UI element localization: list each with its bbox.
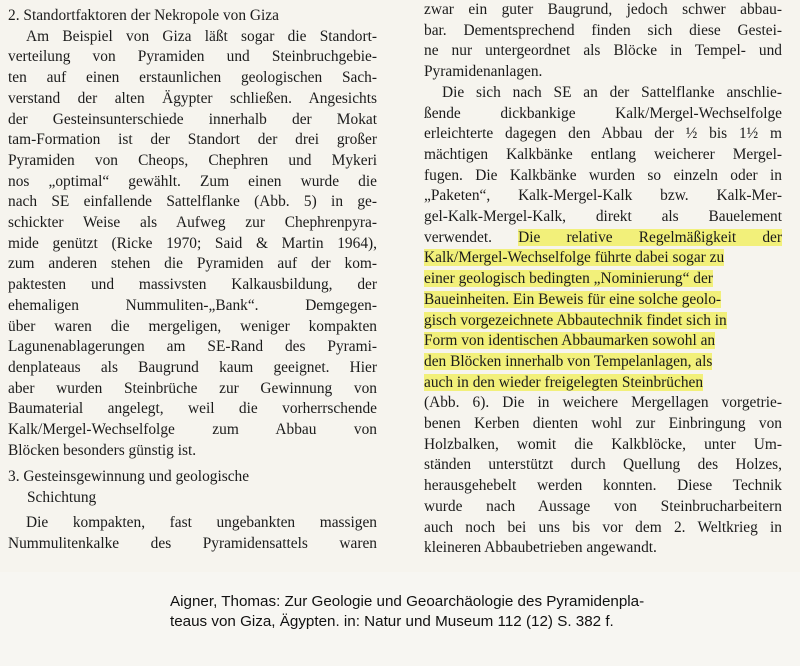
text-line: nach SE einfallende Sattelflanke (Abb. 5) in ge-: [8, 193, 377, 211]
highlighted-text: Form von identischen Abbaumarken sowohl an: [424, 332, 716, 350]
text-line: „Paketen“, Kalk-Mergel-Kalk bzw. Kalk-Mer-: [424, 187, 782, 205]
text-line: ständen unterstützt durch Quellung des Holzes,: [424, 456, 782, 474]
text-line: Blöcken besonders günstig ist.: [8, 441, 197, 459]
text-line: (Abb. 6). Die in weichere Mergellagen vorgetrie-: [424, 394, 782, 412]
text-line: tam-Formation ist der Standort der drei großer: [8, 131, 377, 149]
text-line: verstand der alten Ägypter schließen. Angesichts: [8, 89, 377, 107]
text-line: der Gesteinsunterschiede innerhalb der Mokat: [8, 110, 377, 128]
text-line: [424, 331, 782, 352]
highlighted-text: gisch vorgezeichnete Abbautechnik findet sich in: [424, 311, 727, 329]
right-paragraph-2: [424, 83, 782, 228]
caption-line-2: teaus von Giza, Ägypten. in: Natur und Museum 112 (12) S. 382 f.: [170, 613, 614, 630]
text-line: Nummulitenkalke des Pyramidensattels waren: [8, 534, 377, 552]
right-paragraph-1: [424, 0, 782, 83]
text-line: verteilung von Pyramiden und Steinbruchgebie-: [8, 48, 377, 66]
highlighted-text: Kalk/Mergel-Wechselfolge führte dabei sogar zu: [424, 249, 725, 267]
caption-line-1: Aigner, Thomas: Zur Geologie und Geoarchäologie des Pyramidenpla-: [170, 593, 645, 610]
text-line: [424, 248, 782, 269]
text-line: Baumaterial angelegt, weil die vorherrschende: [8, 400, 377, 418]
text-line: fugen. Die Kalkbänke wurden so einzeln oder in: [424, 166, 782, 184]
text-line: nos „optimal“ gewählt. Zum einen wurde die: [8, 172, 377, 190]
right-column: [424, 0, 782, 559]
text-line: Pyramiden von Cheops, Chephren und Mykeri: [8, 151, 377, 169]
section-2-heading: 2. Standortfaktoren der Nekropole von Giza: [8, 7, 279, 24]
left-paragraph-1: [8, 27, 377, 462]
text-line: mide genützt (Ricke 1970; Said & Martin 1964),: [8, 234, 377, 252]
text-line: Lagunenablagerungen am SE-Rand des Pyrami-: [8, 338, 377, 356]
text-line: ne nur untergeordnet als Blöcke in Tempel- und: [424, 42, 782, 60]
text-line: wurde nach Aussage von Steinbrucharbeitern: [424, 497, 782, 515]
text-line: aber wurden Steinbrüche zur Gewinnung von: [8, 379, 377, 397]
highlighted-passage: [424, 248, 782, 393]
highlighted-text: Baueinheiten. Ein Beweis für eine solche geolo-: [424, 290, 722, 308]
text-line: kleineren Abbaubetrieben angewandt.: [424, 539, 657, 557]
text-line: über waren die mergeligen, weniger kompakten: [8, 317, 377, 335]
text-line: gel-Kalk-Mergel-Kalk, direkt als Bauelement: [424, 208, 782, 226]
text-line: Die kompakten, fast ungebankten massigen: [26, 513, 377, 531]
text-line: denplateaus als Baugrund kaum geeignet. Hier: [8, 358, 377, 376]
text-line: [424, 373, 782, 394]
text-line: Kalk/Mergel-Wechselfolge zum Abbau von: [8, 421, 377, 439]
highlighted-text: auch in den wieder freigelegten Steinbrüchen: [424, 373, 704, 391]
left-column: [8, 6, 377, 554]
text-line: erleichterte dagegen den Abbau der ½ bis 1½ m: [424, 125, 782, 143]
text-line: auch noch bei uns bis vor dem 2. Weltkrieg in: [424, 518, 782, 536]
text-line: [424, 311, 782, 332]
citation-caption: [170, 592, 690, 632]
text-line: Holzbalken, womit die Kalkblöcke, unter Um-: [424, 435, 782, 453]
text-line: herausgehebelt werden konnten. Diese Technik: [424, 477, 782, 495]
text-line: ehemaligen Nummuliten-„Bank“. Demgegen-: [8, 296, 377, 314]
text-line: paktesten und massivsten Kalkausbildung, der: [8, 276, 377, 294]
text-line: [424, 290, 782, 311]
highlighted-text: Die relative Regelmäßigkeit der: [518, 228, 782, 246]
text-line: zum anderen stehen die Pyramiden auf der kom-: [8, 255, 377, 273]
left-paragraph-2: [8, 513, 377, 554]
right-paragraph-2-rest: [424, 393, 782, 559]
text-line: [424, 352, 782, 373]
text-line: mächtigen Kalkbänke entlang weicherer Mergel-: [424, 145, 782, 163]
text-line: ten auf einen erstaunlichen geologischen Sach-: [8, 69, 377, 87]
text-line: zwar ein guter Baugrund, jedoch schwer abbau-: [424, 1, 782, 18]
text-line: [424, 269, 782, 290]
text-line: ßende dickbankige Kalk/Mergel-Wechselfolge: [424, 104, 782, 122]
section-3-heading: 3. Gesteinsgewinnung und geologische: [8, 468, 250, 486]
text-line-mixed: verwendet. Die relative Regelmäßigkeit der: [424, 228, 782, 246]
highlighted-text: einer geologisch bedingten „Nominierung“ der: [424, 270, 713, 288]
text-line: Pyramidenanlagen.: [424, 63, 543, 81]
text-line: Die sich nach SE an der Sattelflanke anschlie-: [442, 83, 782, 101]
text-line: benen Kerben dienten wohl zur Einbringung von: [424, 415, 782, 433]
section-3-heading-cont: Schichtung: [27, 489, 97, 507]
text-line: Am Beispiel von Giza läßt sogar die Standort-: [26, 27, 377, 45]
text-line: schickter Weise als Aufweg zur Chephrenpyra-: [8, 214, 377, 232]
highlighted-text: den Blöcken innerhalb von Tempelanlagen, als: [424, 352, 713, 370]
text-line: bar. Dementsprechend finden sich diese Gestei-: [424, 21, 782, 39]
